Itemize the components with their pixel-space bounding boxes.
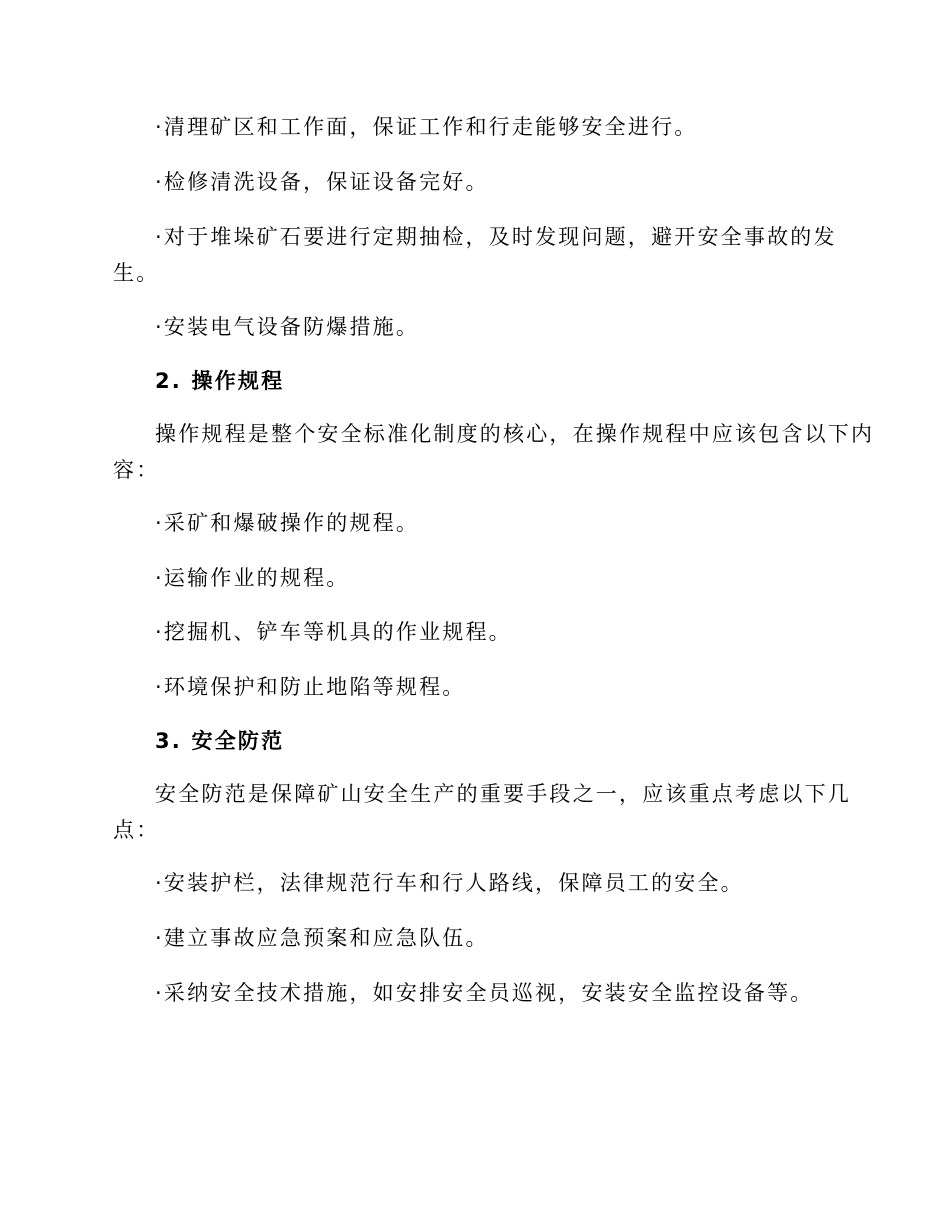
bullet-item: ·环境保护和防止地陷等规程。 <box>155 675 466 699</box>
section-heading: 2. 操作规程 <box>155 369 285 393</box>
bullet-item: ·安装护栏，法律规范行车和行人路线，保障员工的安全。 <box>155 871 744 895</box>
paragraph-line: 容： <box>113 458 160 482</box>
paragraph-line: 操作规程是整个安全标准化制度的核心，在操作规程中应该包含以下内 <box>155 422 875 446</box>
bullet-item: ·挖掘机、铲车等机具的作业规程。 <box>155 620 512 644</box>
bullet-item: ·清理矿区和工作面，保证工作和行走能够安全进行。 <box>155 115 698 139</box>
bullet-item: ·运输作业的规程。 <box>155 566 350 590</box>
bullet-item: ·安装电气设备防爆措施。 <box>155 315 420 339</box>
paragraph-line: 安全防范是保障矿山安全生产的重要手段之一，应该重点考虑以下几 <box>155 782 851 806</box>
bullet-item: ·对于堆垛矿石要进行定期抽检，及时发现问题，避开安全事故的发 <box>155 225 837 249</box>
bullet-item: ·建立事故应急预案和应急队伍。 <box>155 926 489 950</box>
bullet-item: ·采纳安全技术措施，如安排安全员巡视，安装安全监控设备等。 <box>155 981 814 1005</box>
section-heading: 3. 安全防范 <box>155 729 285 753</box>
bullet-item-continuation: 生。 <box>113 261 160 285</box>
bullet-item: ·采矿和爆破操作的规程。 <box>155 511 420 535</box>
bullet-item: ·检修清洗设备，保证设备完好。 <box>155 170 489 194</box>
paragraph-line: 点： <box>113 818 160 842</box>
